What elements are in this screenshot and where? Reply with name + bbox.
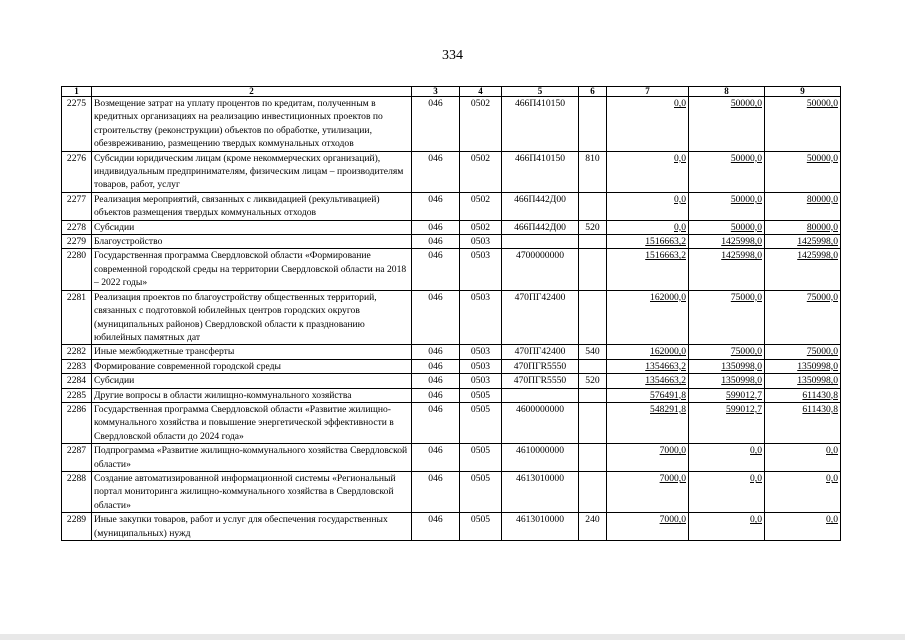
amount-value: 0,0: [674, 98, 686, 109]
amount-value: 0,0: [826, 472, 838, 484]
cell-c9: [765, 249, 841, 290]
cell-c3: 046: [412, 345, 460, 359]
table-row: [62, 345, 841, 359]
amount-value: 0,0: [674, 221, 686, 233]
cell-c3: 046: [412, 388, 460, 402]
cell-c7: [607, 151, 689, 192]
cell-n: 2287: [62, 444, 92, 472]
table-row: [62, 471, 841, 512]
header-cell: 9: [765, 87, 841, 97]
cell-c4: 0503: [460, 359, 502, 373]
amount-value: 162000,0: [650, 346, 686, 358]
header-cell: 8: [689, 87, 765, 97]
amount-value: 1354663,2: [645, 375, 686, 387]
cell-c3: 046: [412, 151, 460, 192]
table-row: [62, 374, 841, 388]
table-row: [62, 359, 841, 373]
cell-c6: 810: [579, 151, 607, 192]
cell-c6: [579, 192, 607, 220]
cell-c6: [579, 388, 607, 402]
table-row: [62, 513, 841, 541]
cell-name: Реализация мероприятий, связанных с ликвидацией (рекультивацией) объектов размещения твердых коммунальных отходов: [92, 192, 412, 220]
budget-table: [61, 86, 841, 541]
table-row: [62, 444, 841, 472]
amount-value: 7000,0: [659, 514, 686, 526]
amount-value: 7000,0: [659, 445, 686, 457]
amount-value: 50000,0: [730, 221, 762, 233]
table-row: [62, 290, 841, 345]
cell-c5: 4700000000: [502, 249, 579, 290]
table-row: [62, 220, 841, 234]
table-row: [62, 249, 841, 290]
cell-name: Государственная программа Свердловской области «Формирование современной городской среды на территории Свердловской области на 2018 – 2022 годы»: [92, 249, 412, 290]
cell-c3: 046: [412, 471, 460, 512]
cell-c8: [689, 513, 765, 541]
cell-n: 2279: [62, 235, 92, 249]
cell-c5: 466П410150: [502, 151, 579, 192]
cell-c7: [607, 359, 689, 373]
cell-c4: 0503: [460, 235, 502, 249]
amount-value: 7000,0: [659, 472, 686, 484]
cell-c5: 466П442Д00: [502, 192, 579, 220]
cell-c7: [607, 249, 689, 290]
cell-c6: 520: [579, 220, 607, 234]
amount-value: 0,0: [674, 193, 686, 205]
amount-value: 75000,0: [806, 346, 838, 358]
amount-value: 1350998,0: [797, 360, 838, 372]
table-row: [62, 388, 841, 402]
cell-name: Иные закупки товаров, работ и услуг для обеспечения государственных (муниципальных) нужд: [92, 513, 412, 541]
amount-value: 1425998,0: [721, 250, 762, 262]
cell-n: 2275: [62, 97, 92, 152]
cell-c6: 520: [579, 374, 607, 388]
header-cell: 2: [92, 87, 412, 97]
cell-c9: [765, 192, 841, 220]
amount-value: 0,0: [750, 514, 762, 526]
cell-c8: [689, 374, 765, 388]
cell-name: Субсидии юридическим лицам (кроме некоммерческих организаций), индивидуальным предпринимателям, физическим лицам – производителям товаров, работ, услуг: [92, 151, 412, 192]
amount-value: 1425998,0: [797, 236, 838, 248]
cell-c5: 470ПГ42400: [502, 345, 579, 359]
cell-c4: 0502: [460, 97, 502, 152]
amount-value: 599012,7: [726, 403, 762, 415]
cell-c5: 4613010000: [502, 471, 579, 512]
cell-c6: [579, 249, 607, 290]
cell-c4: 0505: [460, 513, 502, 541]
cell-c8: [689, 290, 765, 345]
cell-c5: [502, 235, 579, 249]
cell-c8: [689, 402, 765, 443]
cell-c8: [689, 471, 765, 512]
amount-value: 0,0: [826, 445, 838, 457]
cell-n: 2281: [62, 290, 92, 345]
cell-c5: 466П442Д00: [502, 220, 579, 234]
cell-c9: [765, 444, 841, 472]
cell-c7: [607, 471, 689, 512]
amount-value: 1350998,0: [721, 375, 762, 387]
cell-c9: [765, 290, 841, 345]
cell-n: 2284: [62, 374, 92, 388]
header-cell: 7: [607, 87, 689, 97]
table-body: [62, 97, 841, 541]
amount-value: 50000,0: [730, 98, 762, 109]
cell-name: Возмещение затрат на уплату процентов по кредитам, полученным в кредитных организациях на реализацию инвестиционных проектов по строительству (реконструкции) объектов по обработке, утилизации, обезвреживанию, размещению твердых коммунальных отходов: [92, 97, 412, 152]
amount-value: 50000,0: [806, 152, 838, 164]
amount-value: 1516663,2: [645, 250, 686, 262]
cell-c7: [607, 345, 689, 359]
amount-value: 611430,8: [802, 403, 838, 415]
cell-c8: [689, 192, 765, 220]
cell-name: Субсидии: [92, 374, 412, 388]
cell-c3: 046: [412, 374, 460, 388]
amount-value: 1425998,0: [797, 250, 838, 262]
amount-value: 80000,0: [806, 221, 838, 233]
amount-value: 548291,8: [650, 403, 686, 415]
cell-name: Благоустройство: [92, 235, 412, 249]
cell-c9: [765, 345, 841, 359]
cell-c8: [689, 388, 765, 402]
amount-value: 0,0: [674, 152, 686, 164]
header-cell: 3: [412, 87, 460, 97]
amount-value: 599012,7: [726, 389, 762, 401]
cell-c6: [579, 235, 607, 249]
cell-n: 2282: [62, 345, 92, 359]
cell-c8: [689, 249, 765, 290]
scan-edge: [0, 634, 905, 640]
cell-n: 2286: [62, 402, 92, 443]
table-row: [62, 402, 841, 443]
cell-c6: [579, 359, 607, 373]
cell-c7: [607, 192, 689, 220]
cell-c4: 0503: [460, 345, 502, 359]
amount-value: 1516663,2: [645, 236, 686, 248]
cell-c7: [607, 388, 689, 402]
cell-c3: 046: [412, 444, 460, 472]
cell-c3: 046: [412, 97, 460, 152]
header-cell: 5: [502, 87, 579, 97]
cell-c4: 0502: [460, 192, 502, 220]
cell-c9: [765, 402, 841, 443]
cell-c7: [607, 97, 689, 152]
cell-c5: 466П410150: [502, 97, 579, 152]
header-cell: 6: [579, 87, 607, 97]
table-row: [62, 235, 841, 249]
cell-c3: 046: [412, 235, 460, 249]
amount-value: 75000,0: [730, 291, 762, 303]
cell-c6: 240: [579, 513, 607, 541]
cell-c8: [689, 235, 765, 249]
header-cell: 4: [460, 87, 502, 97]
amount-value: 80000,0: [806, 193, 838, 205]
cell-c6: 540: [579, 345, 607, 359]
cell-c9: [765, 388, 841, 402]
cell-c8: [689, 220, 765, 234]
amount-value: 162000,0: [650, 291, 686, 303]
cell-c4: 0505: [460, 402, 502, 443]
cell-c4: 0503: [460, 374, 502, 388]
cell-c7: [607, 402, 689, 443]
cell-c6: [579, 97, 607, 152]
table-row: [62, 97, 841, 152]
cell-c7: [607, 290, 689, 345]
cell-c3: 046: [412, 513, 460, 541]
cell-c6: [579, 290, 607, 345]
header-cell: 1: [62, 87, 92, 97]
amount-value: 75000,0: [730, 346, 762, 358]
cell-name: Государственная программа Свердловской области «Развитие жилищно-коммунального хозяйства и повышение энергетической эффективности в Свердловской области до 2024 года»: [92, 402, 412, 443]
table-row: [62, 151, 841, 192]
amount-value: 1350998,0: [721, 360, 762, 372]
amount-value: 0,0: [750, 472, 762, 484]
cell-n: 2285: [62, 388, 92, 402]
cell-n: 2283: [62, 359, 92, 373]
cell-c9: [765, 359, 841, 373]
cell-c9: [765, 97, 841, 152]
table-row: [62, 192, 841, 220]
page-number: 334: [442, 48, 463, 63]
cell-c4: 0503: [460, 290, 502, 345]
amount-value: 1354663,2: [645, 360, 686, 372]
cell-c4: 0503: [460, 249, 502, 290]
cell-c8: [689, 345, 765, 359]
cell-c5: 4600000000: [502, 402, 579, 443]
amount-value: 1425998,0: [721, 236, 762, 248]
cell-name: Создание автоматизированной информационной системы «Региональный портал мониторинга жилищно-коммунального хозяйства в Свердловской области»: [92, 471, 412, 512]
cell-c7: [607, 235, 689, 249]
cell-n: 2277: [62, 192, 92, 220]
cell-name: Субсидии: [92, 220, 412, 234]
cell-n: 2288: [62, 471, 92, 512]
cell-c5: 470ПГR5550: [502, 359, 579, 373]
cell-c5: 470ПГ42400: [502, 290, 579, 345]
cell-c6: [579, 471, 607, 512]
amount-value: 50000,0: [730, 193, 762, 205]
amount-value: 0,0: [826, 514, 838, 526]
cell-c8: [689, 444, 765, 472]
cell-name: Подпрограмма «Развитие жилищно-коммунального хозяйства Свердловской области»: [92, 444, 412, 472]
cell-c7: [607, 513, 689, 541]
cell-name: Другие вопросы в области жилищно-коммунального хозяйства: [92, 388, 412, 402]
amount-value: 75000,0: [806, 291, 838, 303]
amount-value: 50000,0: [730, 152, 762, 164]
cell-c9: [765, 235, 841, 249]
cell-c3: 046: [412, 192, 460, 220]
cell-c3: 046: [412, 220, 460, 234]
cell-c9: [765, 374, 841, 388]
amount-value: 0,0: [750, 445, 762, 457]
cell-c8: [689, 151, 765, 192]
cell-c6: [579, 402, 607, 443]
cell-c3: 046: [412, 402, 460, 443]
cell-c3: 046: [412, 359, 460, 373]
cell-c3: 046: [412, 249, 460, 290]
amount-value: 611430,8: [802, 389, 838, 401]
cell-c9: [765, 151, 841, 192]
cell-n: 2280: [62, 249, 92, 290]
amount-value: 50000,0: [806, 98, 838, 109]
amount-value: 1350998,0: [797, 375, 838, 387]
table-header-row: [62, 87, 841, 97]
cell-c6: [579, 444, 607, 472]
amount-value: 576491,8: [650, 389, 686, 401]
cell-c9: [765, 471, 841, 512]
cell-c7: [607, 374, 689, 388]
cell-c5: 470ПГR5550: [502, 374, 579, 388]
cell-c4: 0505: [460, 388, 502, 402]
cell-c5: [502, 388, 579, 402]
cell-c8: [689, 359, 765, 373]
cell-n: 2289: [62, 513, 92, 541]
cell-c9: [765, 220, 841, 234]
cell-name: Формирование современной городской среды: [92, 359, 412, 373]
cell-n: 2278: [62, 220, 92, 234]
cell-name: Реализация проектов по благоустройству общественных территорий, связанных с подготовкой юбилейных центров городских округов (муниципальных районов) Свердловской области к празднованию юбилейных памятных дат: [92, 290, 412, 345]
cell-c3: 046: [412, 290, 460, 345]
cell-c4: 0505: [460, 471, 502, 512]
cell-c7: [607, 220, 689, 234]
cell-c9: [765, 513, 841, 541]
cell-c4: 0502: [460, 220, 502, 234]
cell-c4: 0502: [460, 151, 502, 192]
cell-c4: 0505: [460, 444, 502, 472]
cell-c5: 4613010000: [502, 513, 579, 541]
cell-name: Иные межбюджетные трансферты: [92, 345, 412, 359]
cell-c5: 4610000000: [502, 444, 579, 472]
cell-c8: [689, 97, 765, 152]
cell-c7: [607, 444, 689, 472]
cell-n: 2276: [62, 151, 92, 192]
